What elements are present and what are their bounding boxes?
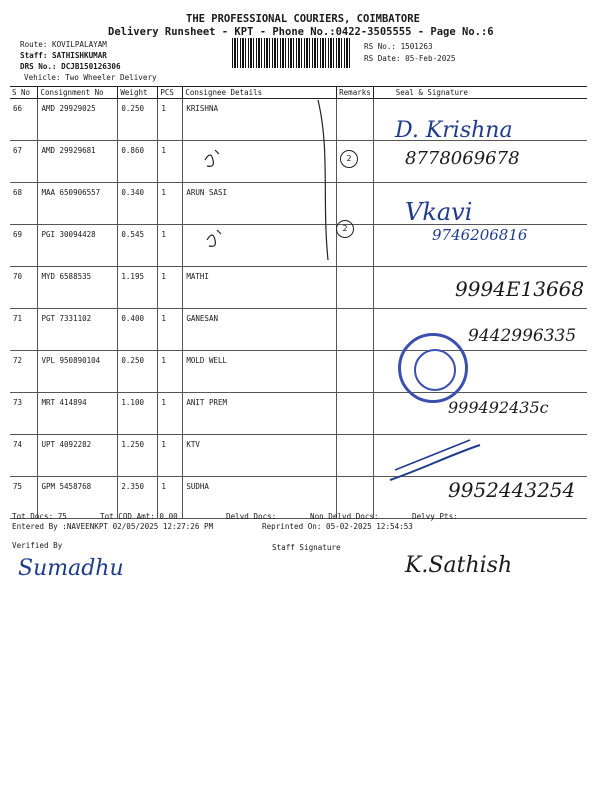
- remark-circle: 2: [336, 220, 354, 238]
- staff-signature-label: Staff Signature: [272, 543, 341, 552]
- squiggle-mark: [207, 230, 221, 246]
- cell-consignment: MAA 650906557: [38, 183, 118, 225]
- vehicle-label: Vehicle: Two Wheeler Delivery: [24, 73, 157, 82]
- cell-sno: 72: [10, 351, 38, 393]
- cell-consignee: GANESAN: [183, 309, 337, 351]
- cell-consignment: MRT 414894: [38, 393, 118, 435]
- rs-number: RS No.: 1501263: [364, 42, 433, 51]
- cell-consignment: AMD 29929025: [38, 99, 118, 141]
- cell-sno: 73: [10, 393, 38, 435]
- cell-pcs: 1: [158, 351, 183, 393]
- cell-pcs: 1: [158, 477, 183, 519]
- cell-weight: 1.195: [118, 267, 158, 309]
- col-consignment: Consignment No: [38, 87, 118, 99]
- verified-signature: Sumadhu: [18, 556, 124, 581]
- cell-sno: 75: [10, 477, 38, 519]
- handwritten-phone: 9994E13668: [455, 277, 585, 301]
- drs-number: DRS No.: DCJB150126306: [20, 62, 121, 71]
- entered-by: Entered By :NAVEENKPT 02/05/2025 12:27:26 PM: [12, 522, 214, 531]
- col-consignee: Consignee Details: [183, 87, 337, 99]
- staff-signature: K.Sathish: [405, 553, 513, 578]
- col-sno: S No: [10, 87, 38, 99]
- delivery-line: [395, 440, 470, 470]
- total-docs: Tot Docs: 75: [12, 512, 67, 521]
- cell-pcs: 1: [158, 309, 183, 351]
- cell-consignee: ANIT PREM: [183, 393, 337, 435]
- cell-consignee: ARUN SASI: [183, 183, 337, 225]
- cell-consignment: PGT 7331102: [38, 309, 118, 351]
- col-weight: Weight: [118, 87, 158, 99]
- cell-pcs: 1: [158, 393, 183, 435]
- cell-pcs: 1: [158, 267, 183, 309]
- cell-consignee: KTV: [183, 435, 337, 477]
- company-title: THE PROFESSIONAL COURIERS, COIMBATORE: [186, 13, 420, 25]
- cell-weight: 0.250: [118, 99, 158, 141]
- cell-pcs: 1: [158, 225, 183, 267]
- seal-inner-ring: [414, 349, 456, 391]
- cell-consignment: AMD 29929681: [38, 141, 118, 183]
- handwritten-name: Vkavi: [405, 198, 473, 226]
- cell-weight: 1.250: [118, 435, 158, 477]
- handwritten-phone: 8778069678: [405, 148, 520, 169]
- handwritten-phone: 9442996335: [468, 326, 577, 346]
- squiggle-mark: [205, 150, 219, 166]
- cell-weight: 0.250: [118, 351, 158, 393]
- cell-pcs: 1: [158, 183, 183, 225]
- delivered-docs: Delvd Docs:: [226, 512, 277, 521]
- route-label: Route: KOVILPALAYAM: [20, 40, 107, 49]
- cell-consignment: UPT 4092282: [38, 435, 118, 477]
- cell-pcs: 1: [158, 435, 183, 477]
- cell-consignee: KRISHNA: [183, 99, 337, 141]
- total-cod: Tot COD Amt: 0.00: [100, 512, 178, 521]
- verified-by-label: Verified By: [12, 541, 63, 550]
- cell-consignment: VPL 950890104: [38, 351, 118, 393]
- cell-weight: 0.340: [118, 183, 158, 225]
- cell-consignee: MOLD WELL: [183, 351, 337, 393]
- handwritten-phone: 9746206816: [432, 226, 528, 244]
- handwritten-phone: 999492435c: [448, 398, 549, 417]
- delivery-line: [390, 445, 480, 480]
- staff-label: Staff: SATHISHKUMAR: [20, 51, 107, 60]
- col-remarks: Remarks: [337, 87, 374, 99]
- cell-sno: 70: [10, 267, 38, 309]
- handwritten-phone: 9952443254: [448, 478, 576, 502]
- cell-sno: 71: [10, 309, 38, 351]
- cell-pcs: 1: [158, 99, 183, 141]
- cell-sno: 66: [10, 99, 38, 141]
- remark-circle: 2: [340, 150, 358, 168]
- cell-consignee: MATHI: [183, 267, 337, 309]
- bracket-mark: [318, 100, 328, 260]
- company-seal-stamp: [398, 333, 468, 403]
- cell-weight: 1.100: [118, 393, 158, 435]
- cell-pcs: 1: [158, 141, 183, 183]
- cell-weight: 0.545: [118, 225, 158, 267]
- cell-sno: 68: [10, 183, 38, 225]
- delivery-points: Delvy Pts:: [412, 512, 458, 521]
- handwritten-name: D. Krishna: [395, 118, 513, 143]
- col-signature: Seal & Signature: [373, 87, 587, 99]
- cell-sno: 74: [10, 435, 38, 477]
- non-delivered-docs: Non Delvd Docs:: [310, 512, 379, 521]
- cell-consignee: SUDHA: [183, 477, 337, 519]
- cell-sno: 67: [10, 141, 38, 183]
- cell-weight: 0.860: [118, 141, 158, 183]
- cell-consignment: PGI 30094428: [38, 225, 118, 267]
- runsheet-title: Delivery Runsheet - KPT - Phone No.:0422-3505555 - Page No.:6: [108, 26, 494, 38]
- rs-date: RS Date: 05-Feb-2025: [364, 54, 456, 63]
- reprinted-on: Reprinted On: 05-02-2025 12:54:53: [262, 522, 413, 531]
- cell-consignment: GPM 5458768: [38, 477, 118, 519]
- cell-consignment: MYD 6588535: [38, 267, 118, 309]
- cell-weight: 0.400: [118, 309, 158, 351]
- cell-sno: 69: [10, 225, 38, 267]
- col-pcs: PCS: [158, 87, 183, 99]
- cell-weight: 2.350: [118, 477, 158, 519]
